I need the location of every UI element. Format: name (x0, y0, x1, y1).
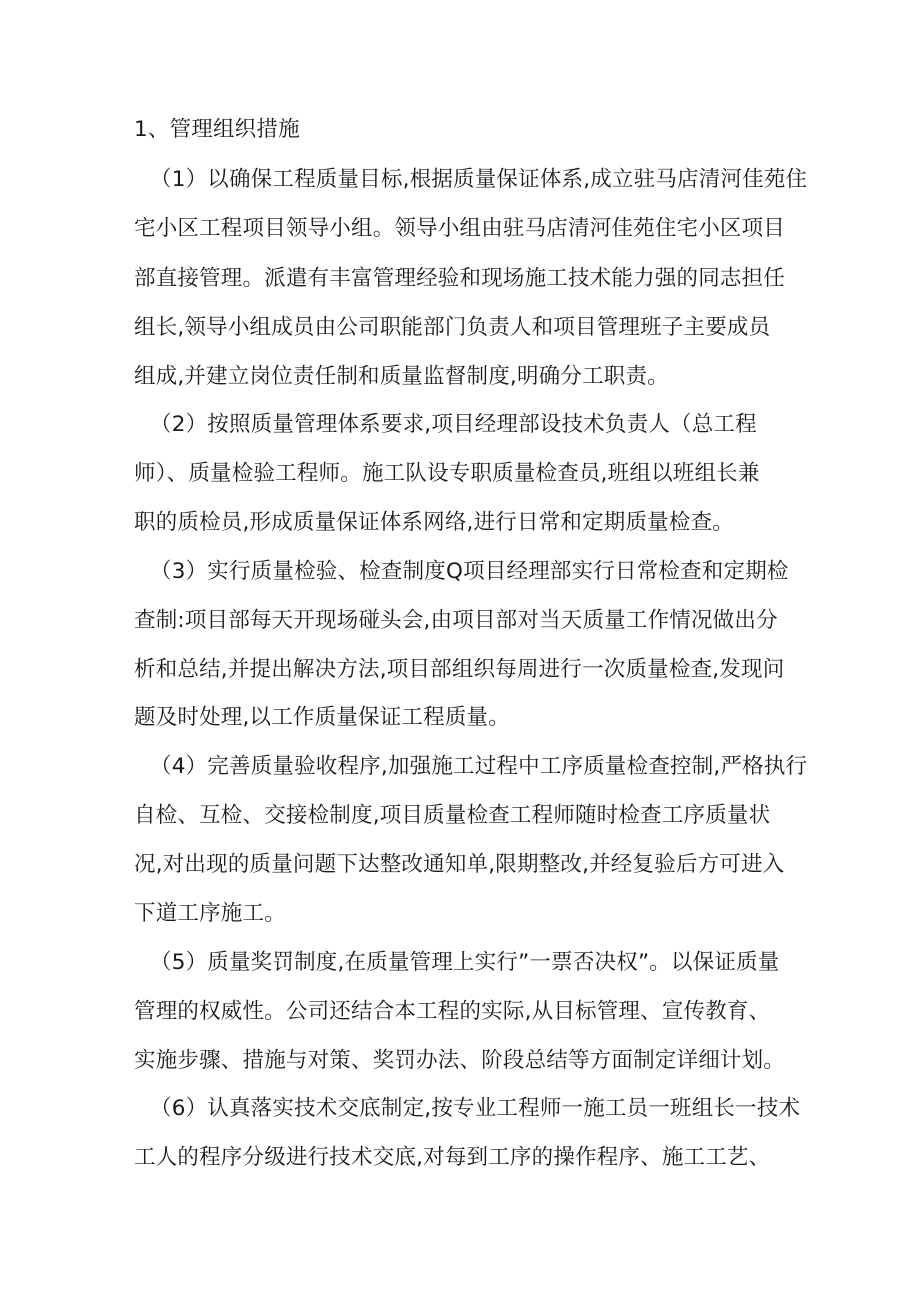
paragraph-line: 组长,领导小组成员由公司职能部门负责人和项目管理班子主要成员 (134, 315, 771, 340)
paragraph-line: 查制:项目部每天开现场碰头会,由项目部对当天质量工作情况做出分 (134, 608, 778, 633)
paragraph-line: 管理的权威性。公司还结合本工程的实际,从目标管理、宣传教育、 (134, 999, 771, 1024)
paragraph-line: （5）质量奖罚制度,在质量管理上实行”一票否决权”。以保证质量 (150, 950, 780, 975)
paragraph-line: 析和总结,并提出解决方法,项目部组织每周进行一次质量检查,发现问 (134, 657, 785, 682)
section-heading: 1、管理组织措施 (134, 117, 300, 142)
paragraph-line: 部直接管理。派遣有丰富管理经验和现场施工技术能力强的同志担任 (134, 266, 786, 291)
paragraph-line: 题及时处理,以工作质量保证工程质量。 (134, 705, 510, 730)
paragraph-line: （3）实行质量检验、检查制度Q项目经理部实行日常检查和定期检 (150, 559, 789, 584)
paragraph-line: 师）、质量检验工程师。施工队设专职质量检查员,班组以班组长兼 (134, 461, 760, 486)
paragraph-line: （6）认真落实技术交底制定,按专业工程师一施工员一班组长一技术 (150, 1096, 801, 1121)
paragraph-line: （1）以确保工程质量目标,根据质量保证体系,成立驻马店清河佳苑住 (150, 167, 808, 192)
paragraph-line: 实施步骤、措施与对策、奖罚办法、阶段总结等方面制定详细计划。 (134, 1048, 786, 1073)
paragraph-line: 组成,并建立岗位责任制和质量监督制度,明确分工职责。 (134, 364, 669, 389)
paragraph-line: 宅小区工程项目领导小组。领导小组由驻马店清河佳苑住宅小区项目 (134, 216, 786, 241)
paragraph-line: 下道工序施工。 (134, 901, 286, 926)
paragraph-line: 况,对出现的质量问题下达整改通知单,限期整改,并经复验后方可进入 (134, 852, 785, 877)
paragraph-line: （2）按照质量管理体系要求,项目经理部设技术负责人（总工程 (150, 412, 757, 437)
paragraph-line: 职的质检员,形成质量保证体系网络,进行日常和定期质量检查。 (134, 510, 734, 535)
paragraph-line: 工人的程序分级进行技术交底,对每到工序的操作程序、施工工艺、 (134, 1145, 771, 1170)
paragraph-line: （4）完善质量验收程序,加强施工过程中工序质量检查控制,严格执行 (150, 754, 808, 779)
paragraph-line: 自检、互检、交接检制度,项目质量检查工程师随时检查工序质量状 (134, 803, 771, 828)
